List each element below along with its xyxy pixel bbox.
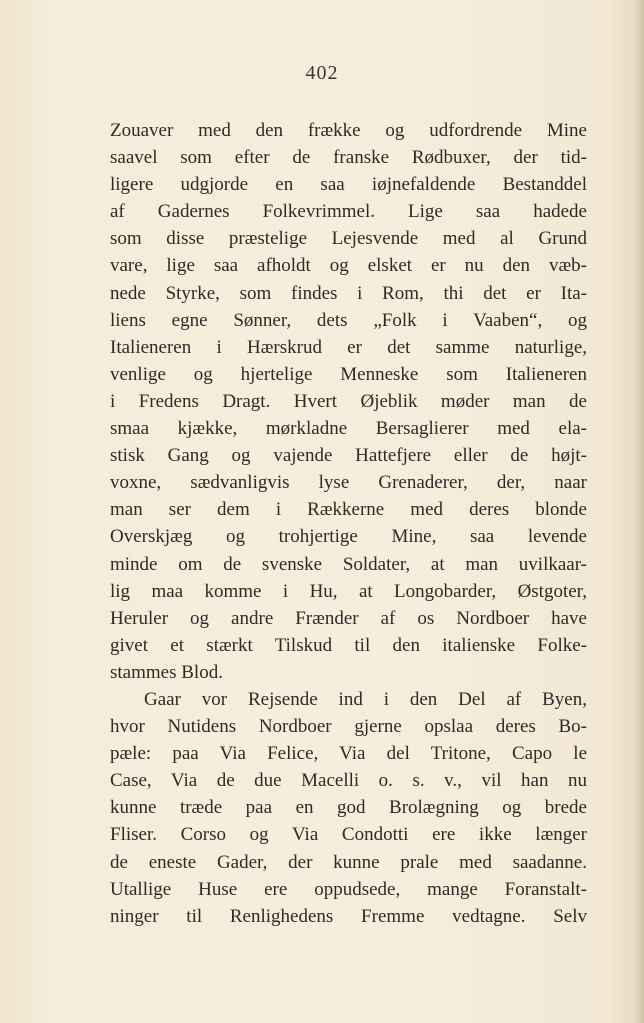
page-edge-shadow	[634, 0, 644, 1023]
text-line: ligere udgjorde en saa iøjnefaldende Bestanddel	[110, 174, 587, 196]
text-line: stammes Blod.	[110, 661, 223, 683]
text-line: Case, Via de due Macelli o. s. v., vil han nu	[110, 770, 587, 792]
text-line: Gaar vor Rejsende ind i den Del af Byen,	[144, 688, 587, 710]
text-line: hvor Nutidens Nordboer gjerne opslaa deres Bo-	[110, 716, 587, 738]
text-line: venlige og hjertelige Menneske som Italieneren	[110, 363, 587, 385]
text-line: af Gadernes Folkevrimmel. Lige saa hadede	[110, 201, 587, 223]
body-text	[110, 117, 587, 930]
text-line: ninger til Renlighedens Fremme vedtagne. Selv	[110, 905, 587, 927]
text-line: voxne, sædvanligvis lyse Grenaderer, der, naar	[110, 472, 587, 494]
text-line: givet et stærkt Tilskud til den italienske Folke-	[110, 634, 587, 656]
text-line: Fliser. Corso og Via Condotti ere ikke længer	[110, 824, 587, 846]
text-line: Zouaver med den frække og udfordrende Mine	[110, 120, 587, 141]
text-line: Heruler og andre Frænder af os Nordboer have	[110, 607, 587, 629]
page-number: 402	[305, 62, 339, 84]
text-line: liens egne Sønner, dets „Folk i Vaaben“, og	[110, 309, 587, 331]
text-line: Overskjæg og trohjertige Mine, saa levende	[110, 526, 587, 548]
text-line: de eneste Gader, der kunne prale med saadanne.	[110, 851, 587, 873]
text-line: lig maa komme i Hu, at Longobarder, Østgoter,	[110, 580, 587, 602]
text-line: kunne træde paa en god Brolægning og brede	[110, 797, 587, 819]
paragraph-1	[110, 117, 587, 686]
text-line: i Fredens Dragt. Hvert Øjeblik møder man de	[110, 390, 587, 412]
text-line: Utallige Huse ere oppudsede, mange Foranstalt-	[110, 878, 587, 900]
text-line: smaa kjække, mørkladne Bersaglierer med ela-	[110, 418, 587, 440]
text-line: Italieneren i Hærskrud er det samme naturlige,	[110, 336, 587, 358]
paragraph-2	[110, 686, 587, 930]
text-line: som disse præstelige Lejesvende med al Grund	[110, 228, 587, 250]
text-line: pæle: paa Via Felice, Via del Tritone, Capo le	[110, 743, 587, 765]
text-line: man ser dem i Rækkerne med deres blonde	[110, 499, 587, 521]
text-line: vare, lige saa afholdt og elsket er nu den væb-	[110, 255, 587, 277]
text-line: saavel som efter de franske Rødbuxer, der tid-	[110, 147, 587, 169]
text-line: minde om de svenske Soldater, at man uvilkaar-	[110, 553, 587, 575]
text-line: stisk Gang og vajende Hattefjere eller de højt-	[110, 445, 587, 467]
text-line: nede Styrke, som findes i Rom, thi det er Ita-	[110, 282, 587, 304]
